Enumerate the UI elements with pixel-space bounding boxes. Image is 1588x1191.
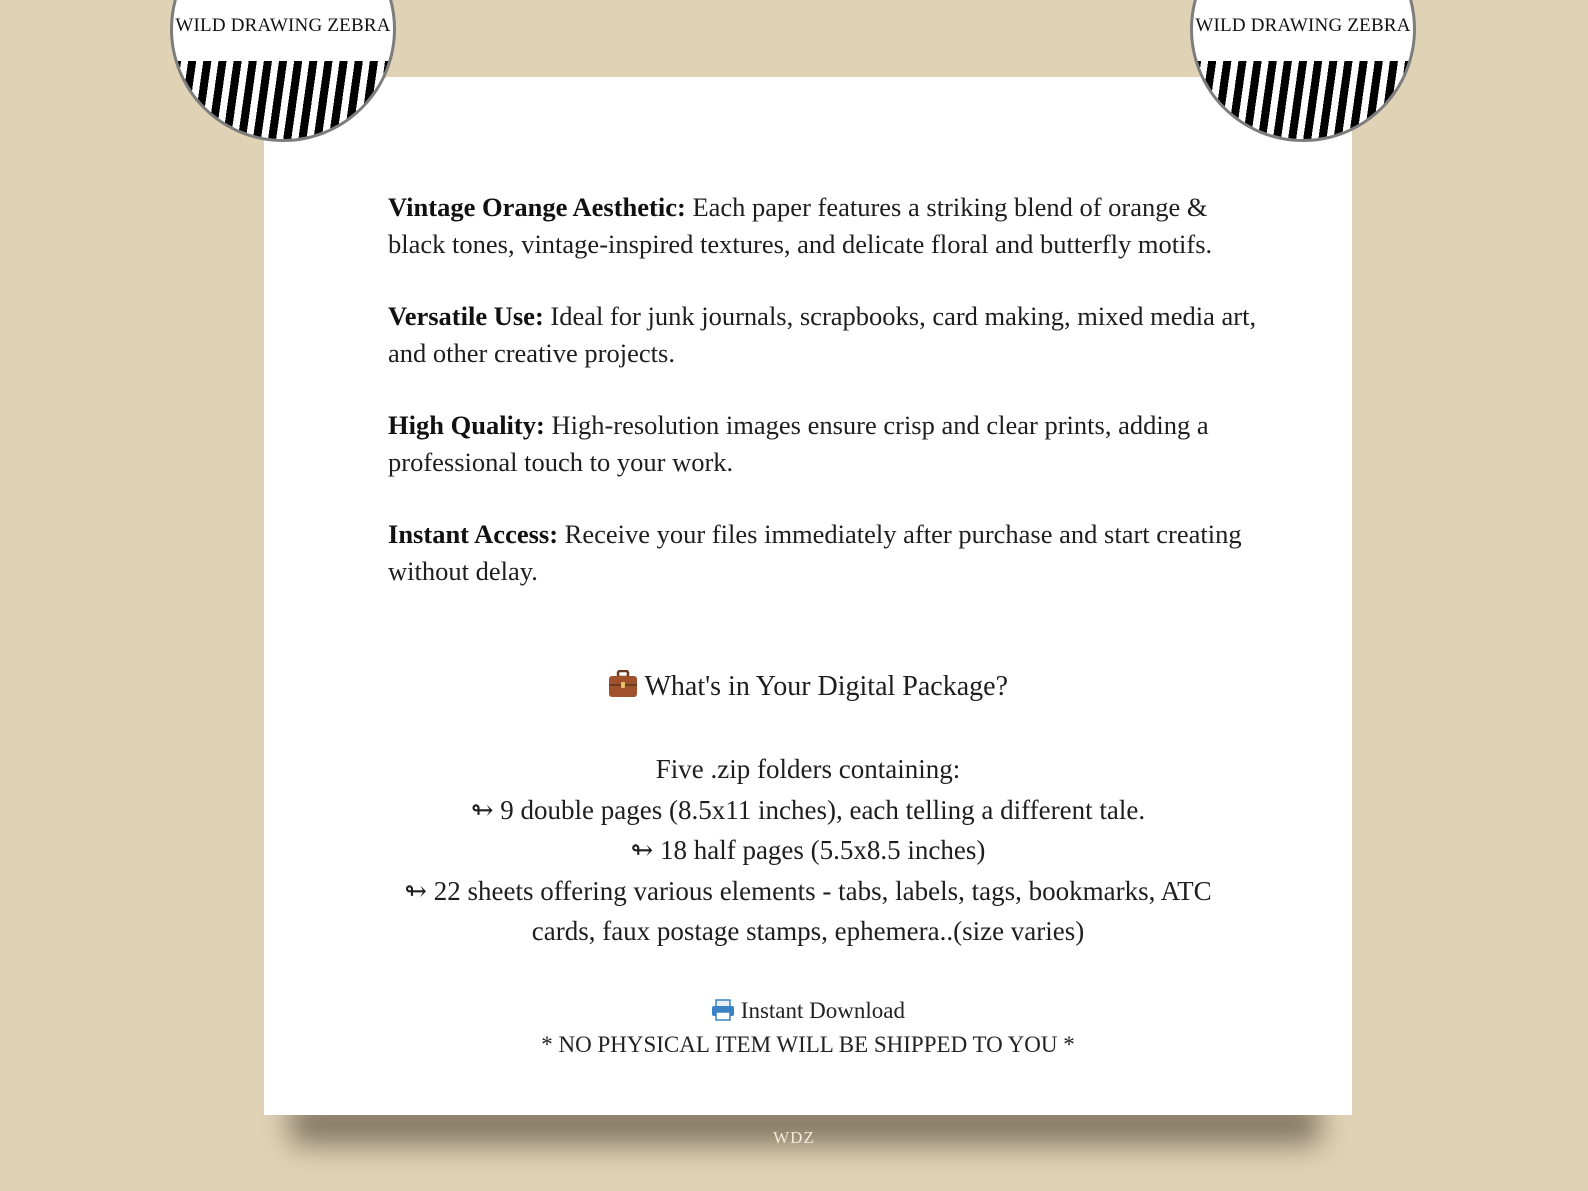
feature-versatile: [388, 298, 1268, 372]
feature-vintage: [388, 189, 1268, 263]
briefcase-icon: [608, 670, 638, 706]
shipping-notice: * NO PHYSICAL ITEM WILL BE SHIPPED TO YOU *: [541, 1032, 1075, 1057]
brand-badge-left: [170, 0, 396, 142]
list-item-continuation: cards, faux postage stamps, ephemera..(size varies): [531, 916, 1085, 946]
feature-title: Instant Access:: [388, 519, 559, 549]
bullet-arrow-icon: ↬: [404, 875, 427, 906]
zebra-stripes: [1193, 61, 1413, 142]
badge-label: WILD DRAWING ZEBRA: [175, 15, 391, 36]
footer-watermark: WDZ: [773, 1128, 815, 1147]
package-heading: [264, 670, 1352, 706]
instant-download: [264, 995, 1352, 1029]
item-text: 18 half pages (5.5x8.5 inches): [659, 835, 986, 865]
feature-text: High-resolution images ensure crisp and clear prints, adding a professional touch to your work.: [388, 410, 1209, 477]
brand-badge-right: [1190, 0, 1416, 142]
zebra-stripes: [173, 61, 393, 142]
list-item: [264, 790, 1352, 831]
download-label: Instant Download: [740, 998, 905, 1023]
feature-title: Vintage Orange Aesthetic:: [388, 192, 686, 222]
feature-text: Receive your files immediately after purchase and start creating without delay.: [388, 519, 1242, 586]
bullet-arrow-icon: ↬: [630, 835, 654, 865]
printer-icon: [711, 998, 735, 1029]
list-item: [264, 871, 1352, 912]
item-text: 9 double pages (8.5x11 inches), each telling a different tale.: [500, 794, 1146, 825]
feature-text: Each paper features a striking blend of orange & black tones, vintage-inspired textures, and delicate floral and butterfly motifs.: [388, 192, 1213, 259]
bullet-arrow-icon: ↬: [470, 794, 494, 825]
download-section: [264, 995, 1352, 1060]
feature-title: Versatile Use:: [388, 301, 544, 331]
info-card: [264, 77, 1352, 1115]
feature-quality: [388, 407, 1268, 481]
feature-text: Ideal for junk journals, scrapbooks, card making, mixed media art, and other creative projects.: [388, 301, 1257, 368]
badge-label: WILD DRAWING ZEBRA: [1195, 15, 1411, 36]
feature-title: High Quality:: [388, 410, 545, 440]
feature-access: [388, 516, 1268, 590]
package-list: [264, 749, 1352, 952]
package-title: What's in Your Digital Package?: [644, 671, 1009, 702]
list-item: [264, 830, 1352, 871]
package-intro: Five .zip folders containing:: [655, 754, 961, 784]
item-text: 22 sheets offering various elements - tabs, labels, tags, bookmarks, ATC: [433, 875, 1212, 906]
